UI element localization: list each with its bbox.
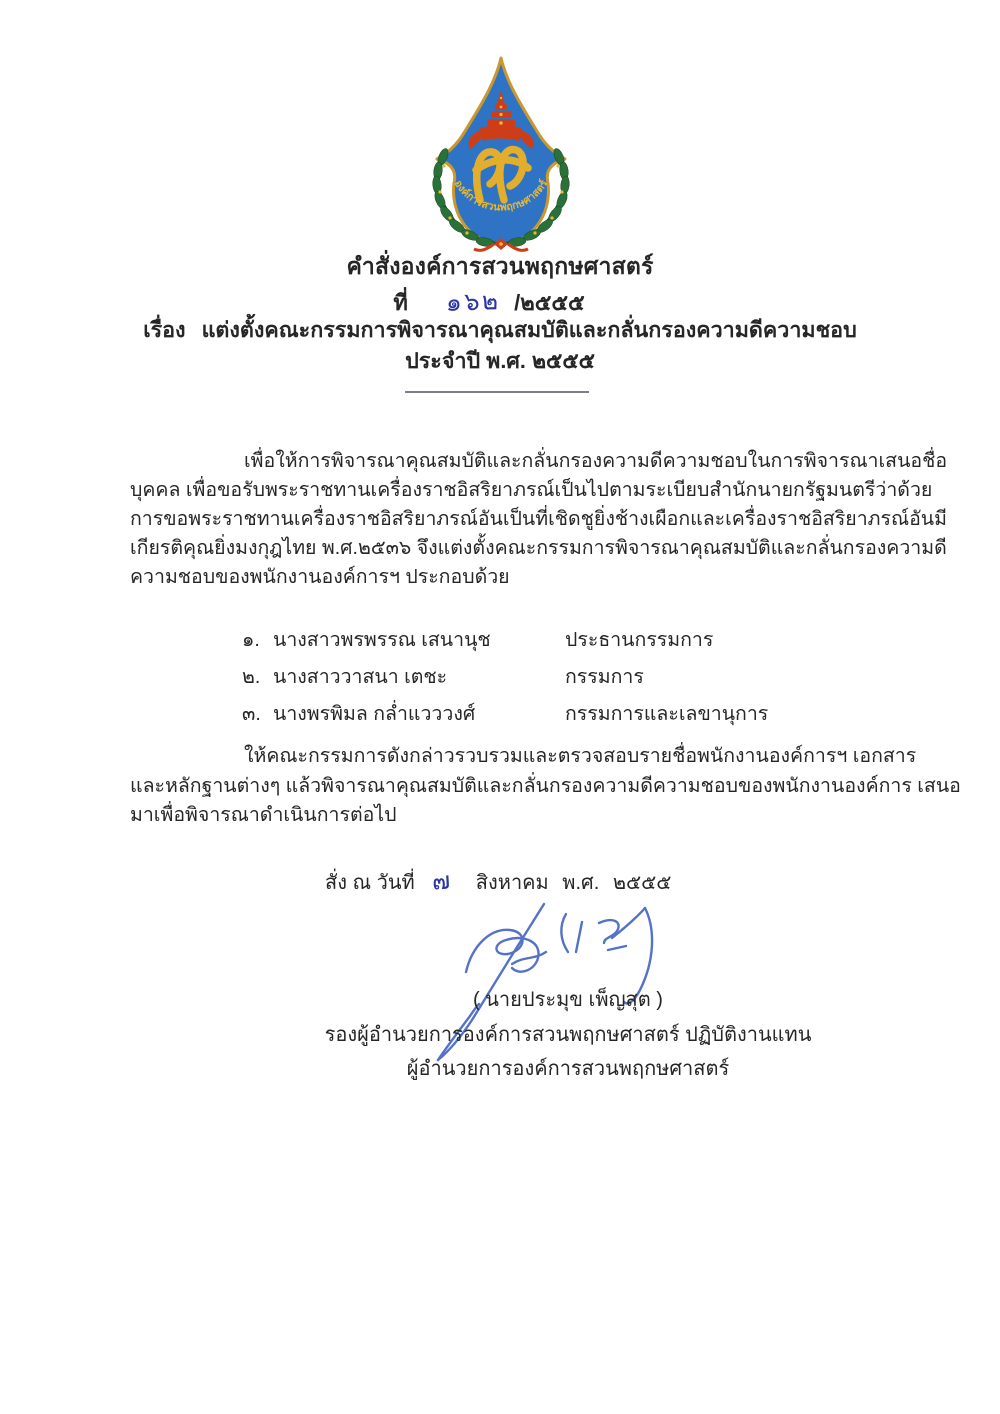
emblem-ring-label: องค์การสวนพฤกษศาสตร์ bbox=[451, 178, 551, 214]
subject-line bbox=[0, 313, 1000, 347]
signer-title-2: ผู้อำนวยการองค์การสวนพฤกษศาสตร์ bbox=[406, 1058, 730, 1080]
committee-row bbox=[242, 700, 768, 729]
subject-year-line: ประจำปี พ.ศ. ๒๕๕๕ bbox=[405, 349, 595, 373]
emblem-drop-shape bbox=[437, 58, 565, 244]
date-prefix: สั่ง ณ วันที่ bbox=[325, 872, 415, 894]
paragraph-2 bbox=[130, 742, 961, 831]
paragraph-line: การขอพระราชทานเครื่องราชอิสริยาภรณ์อันเป็นที่เชิดชูยิ่งช้างเผือกและเครื่องราชอิสริยาภรณ์อันมี bbox=[130, 508, 947, 530]
paragraph-line: เพื่อให้การพิจารณาคุณสมบัติและกลั่นกรองความดีความชอบในการพิจารณาเสนอชื่อ bbox=[244, 450, 948, 472]
paragraph-line: และหลักฐานต่างๆ แล้วพิจารณาคุณสมบัติและกลั่นกรองความดีความชอบของพนักงานองค์การ เสนอ bbox=[130, 774, 961, 797]
date-day-handwritten: ๗ bbox=[431, 867, 451, 896]
date-month-year: สิงหาคม พ.ศ. ๒๕๕๕ bbox=[475, 872, 672, 894]
committee-role: กรรมการและเลขานุการ bbox=[565, 703, 769, 725]
subject-label: เรื่อง bbox=[143, 318, 186, 342]
signer-name: ( นายประมุข เพ็ญสุต ) bbox=[473, 989, 663, 1011]
subject-text: แต่งตั้งคณะกรรมการพิจารณาคุณสมบัติและกลั่นกรองความดีความชอบ bbox=[201, 318, 857, 342]
committee-list bbox=[242, 626, 768, 737]
paragraph-line: ให้คณะกรรมการดังกล่าวรวบรวมและตรวจสอบรายชื่อพนักงานองค์การฯ เอกสาร bbox=[244, 745, 917, 767]
committee-name: นางสาวพรพรรณ เสนานุช bbox=[273, 629, 491, 651]
paragraph-line: ความชอบของพนักงานองค์การฯ ประกอบด้วย bbox=[130, 566, 510, 588]
committee-row bbox=[242, 663, 768, 692]
issued-date-line bbox=[325, 861, 671, 900]
paragraph-line: บุคคล เพื่อขอรับพระราชทานเครื่องราชอิสริยาภรณ์เป็นไปตามระเบียบสำนักนายกรัฐมนตรีว่าด้วย bbox=[130, 479, 933, 501]
committee-number: ๒. bbox=[242, 666, 261, 688]
signer-title-1: รองผู้อำนวยการองค์การสวนพฤกษศาสตร์ ปฏิบัติงานแทน bbox=[324, 1024, 812, 1046]
paragraph-line: เกียรติคุณยิ่งมงกุฎไทย พ.ศ.๒๕๓๖ จึงแต่งตั้งคณะกรรมการพิจารณาคุณสมบัติและกลั่นกรองความดี bbox=[130, 537, 947, 559]
committee-number: ๑. bbox=[242, 629, 260, 651]
paragraph-line: มาเพื่อพิจารณาดำเนินการต่อไป bbox=[130, 804, 397, 826]
org-emblem bbox=[420, 54, 582, 252]
committee-number: ๓. bbox=[242, 703, 261, 725]
committee-row bbox=[242, 626, 768, 655]
paragraph-1 bbox=[130, 447, 948, 592]
document-title: คำสั่งองค์การสวนพฤกษศาสตร์ bbox=[346, 253, 654, 279]
committee-role: ประธานกรรมการ bbox=[565, 629, 714, 651]
order-number-year: /๒๕๕๕ bbox=[514, 290, 585, 315]
order-number-handwritten: ๑๖๒ bbox=[445, 287, 501, 317]
divider-line bbox=[405, 391, 589, 393]
committee-name: นางพรพิมล กล่ำแวววงศ์ bbox=[273, 703, 476, 725]
committee-name: นางสาววาสนา เตชะ bbox=[273, 666, 448, 688]
committee-role: กรรมการ bbox=[565, 666, 644, 688]
order-number-prefix: ที่ bbox=[393, 290, 408, 315]
